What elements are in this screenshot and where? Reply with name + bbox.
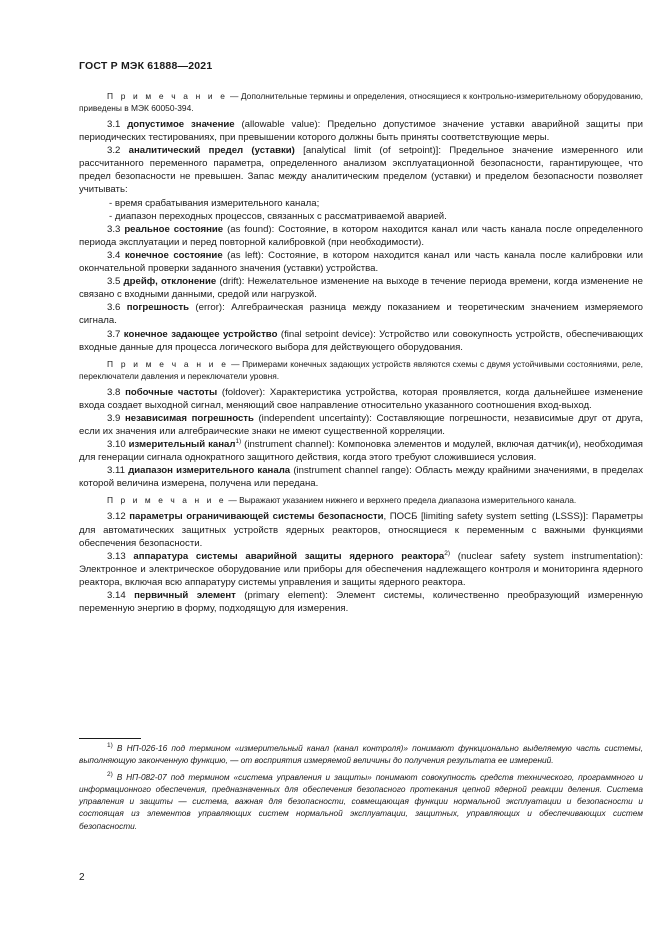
term-3-10 <box>79 438 643 464</box>
term-name: независимая погрешность <box>124 412 254 424</box>
footnote-divider <box>79 738 141 739</box>
term-3-2 <box>79 144 643 196</box>
term-number: 3.7 <box>107 328 124 340</box>
term-definition: (primary element): Элемент системы, количественно преобразующий измеренную переменную энергию в форму, подходящую для измерения. <box>79 590 643 615</box>
term-3-6 <box>79 301 643 327</box>
note-text: — Примерами конечных задающих устройств являются схемы с двумя устойчивыми состояниями, реле, переключатели давления и переключатели уровня. <box>79 358 643 381</box>
term-name: допустимое значение <box>127 119 235 130</box>
term-3-5 <box>79 275 643 301</box>
term-3-12 <box>79 510 643 549</box>
term-number: 3.10 <box>107 439 129 451</box>
footnote-mark: 1) <box>107 742 113 750</box>
term-definition: , ПОСБ [limiting safety system setting (LSSS)]: Параметры для автоматических защитных устройств ядерных реакторов, относящиеся к переменным с важными функциями обеспечения безопасности. <box>79 511 643 549</box>
footnote-2 <box>79 771 643 832</box>
term-definition: (error): Алгебраическая разница между показанием и теоретическим значением измеряемого сигнала. <box>79 302 643 327</box>
term-definition: (instrument channel): Компоновка элементов и модулей, включая датчик(и), необходимая для генерации сигнала однократного защитного действия, когда этого требуют сложившиеся условия. <box>79 439 643 464</box>
term-number: 3.9 <box>107 412 125 424</box>
note-text: — Дополнительные термины и определения, относящиеся к контрольно-измерительному оборудованию, приведены в МЭК 60050-394. <box>79 91 643 113</box>
term-3-14 <box>79 589 643 615</box>
term-number: 3.6 <box>107 302 127 314</box>
footnote-ref: 1) <box>235 437 242 445</box>
term-name: измерительный канал <box>128 439 236 451</box>
term-definition: (allowable value): Предельно допустимое значение уставки аварийной защиты при периодических тестированиях, при превышении которого должны быть приняты соответствующие меры. <box>79 119 643 144</box>
note-label: П р и м е ч а н и е <box>107 358 229 369</box>
page-number: 2 <box>79 872 85 883</box>
note-text: — Выражают указанием нижнего и верхнего предела диапазона измерительного канала. <box>226 495 577 506</box>
term-3-9 <box>79 412 643 438</box>
document-body <box>79 90 643 615</box>
term-name: реальное состояние <box>124 223 224 235</box>
document-header: ГОСТ Р МЭК 61888—2021 <box>79 60 213 72</box>
term-name: конечное состояние <box>124 249 223 261</box>
term-definition: [analytical limit (of setpoint)]: Предельное значение измеренного или рассчитанного переменного параметра, определенного анализом эксплуатационной безопасности, гарантирующее, что предел безопасности не превышен. Запас между аналитическим пределом (уставки) и пределом безопасности позволяет учитывать: <box>79 145 643 196</box>
footnote-text: В НП-026-16 под термином «измерительный канал (канал контроля)» понимают функционально выделяемую часть системы, выполняющую законченную функцию, — от восприятия измеряемой величины до получения результата ее измерений. <box>79 743 643 766</box>
note-label: П р и м е ч а н и е <box>107 91 228 101</box>
term-3-11 <box>79 464 643 490</box>
term-name: диапазон измерительного канала <box>128 465 291 477</box>
term-number: 3.13 <box>107 550 134 562</box>
list-item: - диапазон переходных процессов, связанных с рассматриваемой аварией. <box>109 210 447 222</box>
footnotes <box>79 742 643 836</box>
term-name: побочные частоты <box>125 386 218 398</box>
footnote-text: В НП-082-07 под термином «система управления и защиты» понимают совокупность средств технического, программного и информационного обеспечения, предназначенных для обеспечения безопасного протекания цепной ядерной реакции деления. Система управления и защиты — система, важная для безопасности, совмещающая функции нормальной эксплуатации и безопасности и состоящая из элементов управляющих систем нормальной эксплуатации, защитных, управляющих и обеспечивающих систем безопасности. <box>79 771 643 831</box>
footnote-ref: 2) <box>444 549 451 557</box>
term-number: 3.3 <box>107 223 125 235</box>
term-definition: (final setpoint device): Устройство или совокупность устройств, обеспечивающих входные данные для процесса логического выбора для действующего оборудования. <box>79 328 643 353</box>
list-item: - время срабатывания измерительного канала; <box>109 197 320 209</box>
term-3-3 <box>79 223 643 249</box>
term-number: 3.1 <box>107 119 128 130</box>
term-name: конечное задающее устройство <box>123 328 278 340</box>
term-definition: (nuclear safety system instrumentation): Электронное и электрическое оборудование или приборы для обеспечения надлежащего контроля и мониторинга ядерного реактора, включая всю аппаратуру системы управления и защиты ядерного реактора. <box>79 550 643 588</box>
term-3-13 <box>79 550 643 589</box>
term-definition: (foldover): Характеристика устройства, которая проявляется, когда дальнейшее изменение входа создает выходной сигнал, меняющий свое направление относительно указанного соотношения вход-выход. <box>79 386 643 411</box>
term-definition: (instrument channel range): Область между крайними значениями, в пределах которой величина измерена, получена или передана. <box>79 465 643 490</box>
term-name: погрешность <box>126 302 190 314</box>
term-definition: (as found): Состояние, в котором находится канал или часть канала после определенного периода эксплуатации и перед повторной калибровкой (при необходимости). <box>79 223 643 248</box>
term-number: 3.14 <box>107 590 135 601</box>
term-definition: (drift): Нежелательное изменение на выходе в течение периода времени, когда изменение не связано с входными данными, средой или нагрузкой. <box>79 276 643 301</box>
term-name: параметры ограничивающей системы безопасности <box>129 511 384 523</box>
term-3-2-list <box>79 197 643 223</box>
note-3 <box>79 494 643 506</box>
term-number: 3.8 <box>107 386 126 398</box>
term-3-7 <box>79 328 643 354</box>
note-label: П р и м е ч а н и е <box>107 495 227 506</box>
term-3-4 <box>79 249 643 275</box>
note-1 <box>79 90 643 114</box>
term-name: аппаратура системы аварийной защиты ядерного реактора <box>133 550 445 562</box>
term-number: 3.2 <box>107 145 129 157</box>
term-name: дрейф, отклонение <box>123 276 217 288</box>
term-definition: (as left): Состояние, в котором находится канал или часть канала после калибровки или окончательной проверки заданного значения (уставки) устройства. <box>79 249 643 275</box>
term-name: первичный элемент <box>134 590 236 601</box>
footnote-mark: 2) <box>107 770 113 778</box>
term-3-1 <box>79 118 643 144</box>
term-number: 3.12 <box>107 511 130 523</box>
term-number: 3.5 <box>107 276 124 288</box>
footnote-1 <box>79 742 643 767</box>
term-name: аналитический предел (уставки) <box>128 145 295 157</box>
term-3-8 <box>79 386 643 412</box>
term-number: 3.4 <box>107 249 125 261</box>
term-number: 3.11 <box>107 465 129 477</box>
term-definition: (independent uncertainty): Составляющие погрешности, независимые друг от друга, если их значения или алгебраические знаки не имеют существенной корреляции. <box>79 412 643 437</box>
note-2 <box>79 358 643 382</box>
